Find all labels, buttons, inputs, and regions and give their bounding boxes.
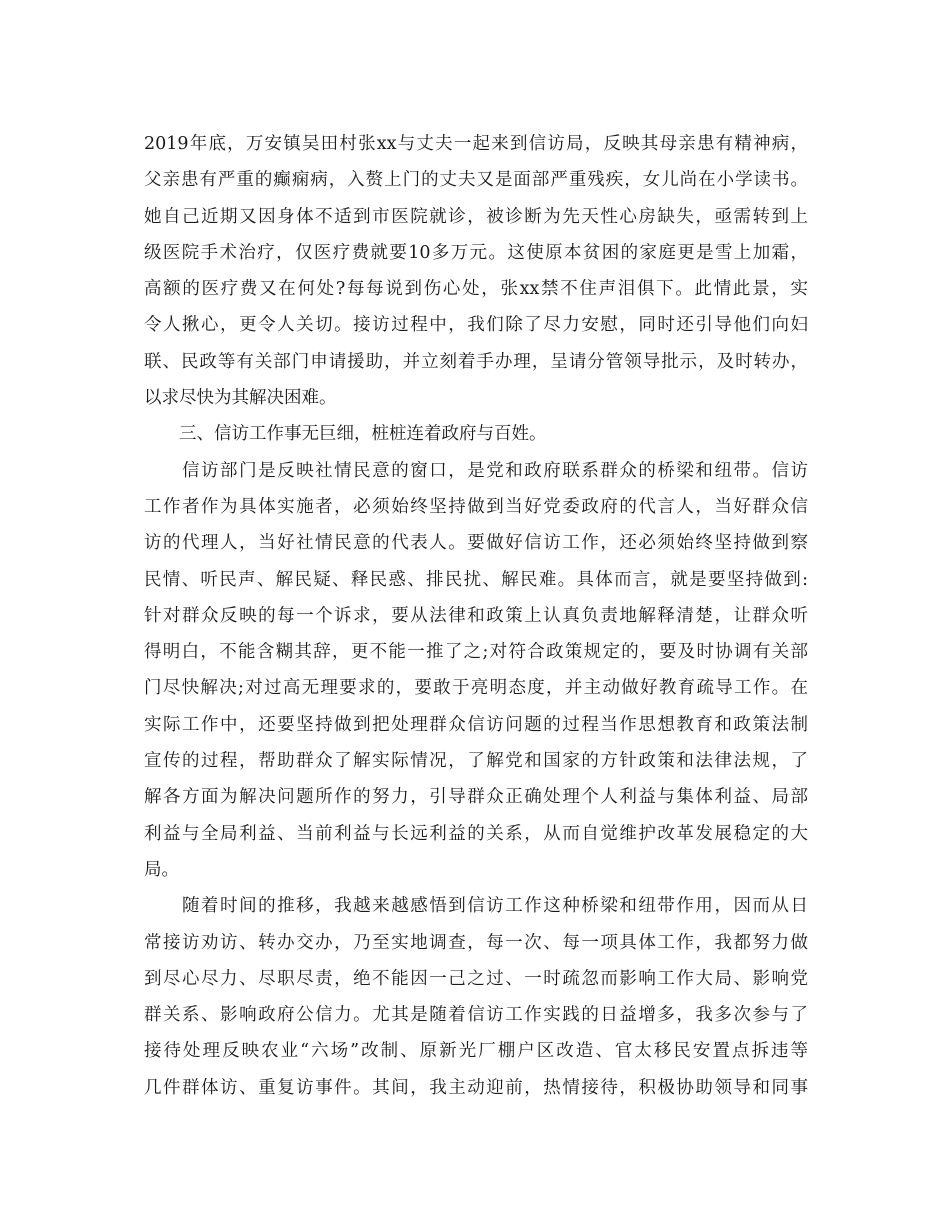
- text-line: 局。: [144, 859, 179, 880]
- text-line: 宣传的过程，帮助群众了解实际情况，了解党和国家的方针政策和法律法规，了: [144, 751, 808, 772]
- text-line: 工作者作为具体实施者，必须始终坚持做到当好党委政府的代言人，当好群众信: [144, 496, 808, 517]
- text-line: 解各方面为解决问题所作的努力，引导群众正确处理个人利益与集体利益、局部: [144, 787, 808, 808]
- text-line: 利益与全局利益、当前利益与长远利益的关系，从而自觉维护改革发展稳定的大: [144, 823, 808, 844]
- document-body: [144, 126, 808, 1106]
- section-heading-three: [144, 416, 808, 452]
- text-line: 门尽快解决;对过高无理要求的，要敢于亮明态度，并主动做好教育疏导工作。在: [144, 678, 808, 699]
- text-line: 群关系、影响政府公信力。尤其是随着信访工作实践的日益增多，我多次参与了: [144, 1005, 808, 1026]
- paragraph-case-story: [144, 126, 808, 416]
- heading-line: 三、信访工作事无巨细，桩桩连着政府与百姓。: [144, 424, 547, 445]
- text-line: 级医院手术治疗，仅医疗费就要10多万元。这使原本贫困的家庭更是雪上加霜，: [144, 242, 808, 263]
- text-line: 令人揪心，更令人关切。接访过程中，我们除了尽力安慰，同时还引导他们向妇: [144, 315, 808, 336]
- text-line: 得明白，不能含糊其辞，更不能一推了之;对符合政策规定的，要及时协调有关部: [144, 642, 808, 663]
- text-line: 常接访劝访、转办交办，乃至实地调查，每一次、每一项具体工作，我都努力做: [144, 932, 808, 953]
- text-line: 几件群体访、重复访事件。其间，我主动迎前，热情接待，积极协助领导和同事: [144, 1077, 808, 1098]
- text-line: 信访部门是反映社情民意的窗口，是党和政府联系群众的桥梁和纽带。信访: [144, 460, 808, 481]
- text-line: 接待处理反映农业“六场”改制、原新光厂棚户区改造、官太移民安置点拆违等: [144, 1041, 808, 1062]
- text-line: 随着时间的推移，我越来越感悟到信访工作这种桥梁和纽带作用，因而从日: [144, 896, 808, 917]
- text-line: 父亲患有严重的癫痫病，入赘上门的丈夫又是面部严重残疾，女儿尚在小学读书。: [144, 170, 808, 191]
- text-line: 以求尽快为其解决困难。: [144, 388, 337, 409]
- paragraph-reflection: [144, 888, 808, 1106]
- text-line: 联、民政等有关部门申请援助，并立刻着手办理，呈请分管领导批示，及时转办，: [144, 351, 808, 372]
- text-line: 实际工作中，还要坚持做到把处理群众信访问题的过程当作思想教育和政策法制: [144, 714, 808, 735]
- text-line: 民情、听民声、解民疑、释民惑、排民扰、解民难。具体而言，就是要坚持做到:: [144, 569, 808, 590]
- text-line: 她自己近期又因身体不适到市医院就诊，被诊断为先天性心房缺失，亟需转到上: [144, 206, 808, 227]
- text-line: 针对群众反映的每一个诉求，要从法律和政策上认真负责地解释清楚，让群众听: [144, 605, 808, 626]
- text-line: 高额的医疗费又在何处?每每说到伤心处，张xx禁不住声泪俱下。此情此景，实: [144, 279, 808, 300]
- text-line: 到尽心尽力、尽职尽责，绝不能因一己之过、一时疏忽而影响工作大局、影响党: [144, 968, 808, 989]
- paragraph-petition-role: [144, 453, 808, 889]
- text-line: 2019年底，万安镇吴田村张xx与丈夫一起来到信访局，反映其母亲患有精神病，: [144, 134, 808, 154]
- text-line: 访的代理人，当好社情民意的代表人。要做好信访工作，还必须始终坚持做到察: [144, 533, 808, 554]
